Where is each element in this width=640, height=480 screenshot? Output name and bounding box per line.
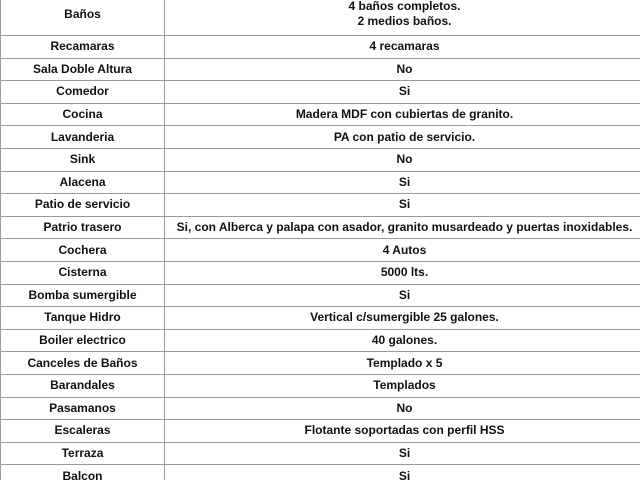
row-label: Baños: [1, 0, 165, 36]
table-row: [1, 352, 640, 375]
row-value: Vertical c/sumergible 25 galones.: [165, 307, 640, 330]
row-label: Lavanderia: [1, 126, 165, 149]
row-label: Cochera: [1, 239, 165, 262]
table-row: [1, 36, 640, 59]
row-value: Si: [165, 194, 640, 217]
row-label: Canceles de Baños: [1, 352, 165, 375]
row-label: Cisterna: [1, 261, 165, 284]
table-row: [1, 284, 640, 307]
table-row: [1, 0, 640, 36]
table-row: [1, 216, 640, 239]
table-row: [1, 126, 640, 149]
row-label: Pasamanos: [1, 397, 165, 420]
row-value: PA con patio de servicio.: [165, 126, 640, 149]
table-row: [1, 103, 640, 126]
row-value: No: [165, 397, 640, 420]
row-value: No: [165, 148, 640, 171]
row-label: Tanque Hidro: [1, 307, 165, 330]
row-label: Barandales: [1, 374, 165, 397]
table-row: [1, 374, 640, 397]
row-value: 4 recamaras: [165, 36, 640, 59]
table-row: [1, 465, 640, 480]
row-value: Templado x 5: [165, 352, 640, 375]
row-value: 4 Autos: [165, 239, 640, 262]
row-label: Boiler electrico: [1, 329, 165, 352]
table-row: [1, 307, 640, 330]
row-value: Si: [165, 442, 640, 465]
row-value: Si, con Alberca y palapa con asador, granito musardeado y puertas inoxidables.: [165, 216, 640, 239]
row-value: [165, 0, 640, 36]
row-value: Templados: [165, 374, 640, 397]
row-value: Si: [165, 171, 640, 194]
table-row: [1, 194, 640, 217]
table-row: [1, 239, 640, 262]
table-row: [1, 442, 640, 465]
table-row: [1, 329, 640, 352]
row-label: Comedor: [1, 81, 165, 104]
table-row: [1, 261, 640, 284]
row-label: Bomba sumergible: [1, 284, 165, 307]
row-label: Recamaras: [1, 36, 165, 59]
row-value: 40 galones.: [165, 329, 640, 352]
row-label: Patrio trasero: [1, 216, 165, 239]
table-row: [1, 81, 640, 104]
row-value: Si: [165, 81, 640, 104]
row-label: Alacena: [1, 171, 165, 194]
row-label: Escaleras: [1, 420, 165, 443]
row-label: Terraza: [1, 442, 165, 465]
table-row: [1, 397, 640, 420]
row-value: No: [165, 58, 640, 81]
row-value: Si: [165, 284, 640, 307]
row-label: Patio de servicio: [1, 194, 165, 217]
row-label: Sink: [1, 148, 165, 171]
row-label: Balcon: [1, 465, 165, 480]
value-line: 4 baños completos.: [348, 0, 461, 13]
table-row: [1, 420, 640, 443]
row-label: Sala Doble Altura: [1, 58, 165, 81]
row-value: Flotante soportadas con perfil HSS: [165, 420, 640, 443]
table-row: [1, 148, 640, 171]
row-label: Cocina: [1, 103, 165, 126]
row-value: Madera MDF con cubiertas de granito.: [165, 103, 640, 126]
row-value: Si: [165, 465, 640, 480]
row-value: 5000 lts.: [165, 261, 640, 284]
table-row: [1, 171, 640, 194]
table-row: [1, 58, 640, 81]
value-line: 2 medios baños.: [357, 14, 452, 28]
